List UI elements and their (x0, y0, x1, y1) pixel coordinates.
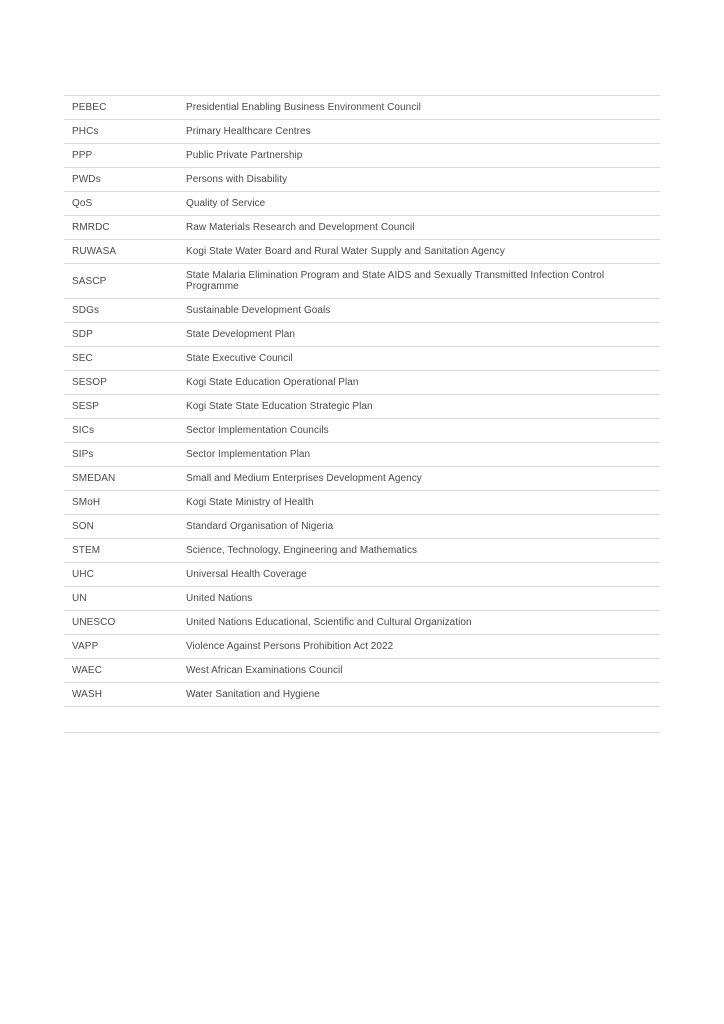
table-row (64, 467, 660, 491)
abbreviation-meaning: Raw Materials Research and Development Council (186, 222, 415, 233)
abbreviation: UHC (72, 569, 94, 580)
abbreviation: QoS (72, 198, 93, 209)
abbreviation: SIPs (72, 449, 94, 460)
abbreviation-meaning: Sector Implementation Councils (186, 425, 329, 436)
abbreviation: SEC (72, 353, 93, 364)
abbreviation-meaning: Sustainable Development Goals (186, 305, 331, 316)
table-row (64, 299, 660, 323)
abbreviation-meaning: United Nations Educational, Scientific and Cultural Organization (186, 617, 472, 628)
abbreviation: WAEC (72, 665, 103, 676)
abbreviation-meaning: State Malaria Elimination Program and State AIDS and Sexually Transmitted Infection Control Programme (186, 270, 605, 292)
abbreviation-meaning: United Nations (186, 593, 253, 604)
abbreviation-meaning: Sector Implementation Plan (186, 449, 311, 460)
abbreviation-meaning: Kogi State State Education Strategic Plan (186, 401, 373, 412)
abbreviation: SESP (72, 401, 100, 412)
table-row (64, 323, 660, 347)
abbreviation: SMoH (72, 497, 101, 508)
table-row (64, 216, 660, 240)
abbreviation: SASCP (72, 275, 107, 287)
table-row (64, 635, 660, 659)
table-row (64, 168, 660, 192)
abbreviation: PEBEC (72, 102, 107, 113)
table-row (64, 240, 660, 264)
table-row (64, 611, 660, 635)
abbreviation: SESOP (72, 377, 107, 388)
abbreviation: PWDs (72, 174, 101, 185)
abbreviation-meaning: Science, Technology, Engineering and Mathematics (186, 545, 418, 556)
abbreviation-meaning: Kogi State Education Operational Plan (186, 377, 359, 388)
abbreviations-table (64, 95, 660, 733)
abbreviation: VAPP (72, 641, 99, 652)
abbreviation-meaning: Quality of Service (186, 198, 266, 209)
table-row (64, 144, 660, 168)
abbreviation-meaning: Kogi State Ministry of Health (186, 497, 314, 508)
abbreviation: SICs (72, 425, 95, 436)
table-row (64, 96, 660, 120)
table-row (64, 515, 660, 539)
abbreviation-meaning: Primary Healthcare Centres (186, 126, 311, 137)
abbreviation-meaning: State Executive Council (186, 353, 293, 364)
table-row (64, 347, 660, 371)
abbreviation: RMRDC (72, 222, 110, 233)
empty-table-row (64, 707, 660, 733)
abbreviation-meaning: Standard Organisation of Nigeria (186, 521, 334, 532)
abbreviation: SDGs (72, 305, 100, 316)
table-row (64, 587, 660, 611)
table-row (64, 419, 660, 443)
table-row (64, 659, 660, 683)
abbreviation: PPP (72, 150, 93, 161)
abbreviation-meaning: Persons with Disability (186, 174, 288, 185)
table-row (64, 443, 660, 467)
abbreviation: SMEDAN (72, 473, 116, 484)
abbreviation-meaning: Violence Against Persons Prohibition Act 2022 (186, 641, 394, 652)
abbreviation-meaning: Small and Medium Enterprises Development Agency (186, 473, 422, 484)
table-row (64, 395, 660, 419)
abbreviation-meaning: Kogi State Water Board and Rural Water Supply and Sanitation Agency (186, 246, 505, 257)
abbreviation: STEM (72, 545, 101, 556)
table-row (64, 264, 660, 299)
abbreviation-meaning: Universal Health Coverage (186, 569, 307, 580)
table-row (64, 683, 660, 707)
table-row (64, 371, 660, 395)
abbreviation-meaning: Presidential Enabling Business Environment Council (186, 102, 421, 113)
abbreviation-meaning: Water Sanitation and Hygiene (186, 689, 320, 700)
abbreviation: SON (72, 521, 94, 532)
table-row (64, 539, 660, 563)
table-row (64, 491, 660, 515)
table-row (64, 192, 660, 216)
abbreviation-meaning: West African Examinations Council (186, 665, 343, 676)
abbreviation: UN (72, 593, 87, 604)
abbreviation-meaning: State Development Plan (186, 329, 295, 340)
abbreviation-meaning: Public Private Partnership (186, 150, 303, 161)
table-row (64, 120, 660, 144)
abbreviation: WASH (72, 689, 103, 700)
abbreviation: SDP (72, 329, 93, 340)
table-row (64, 563, 660, 587)
abbreviation: PHCs (72, 126, 99, 137)
abbreviation: RUWASA (72, 246, 117, 257)
abbreviation: UNESCO (72, 617, 116, 628)
